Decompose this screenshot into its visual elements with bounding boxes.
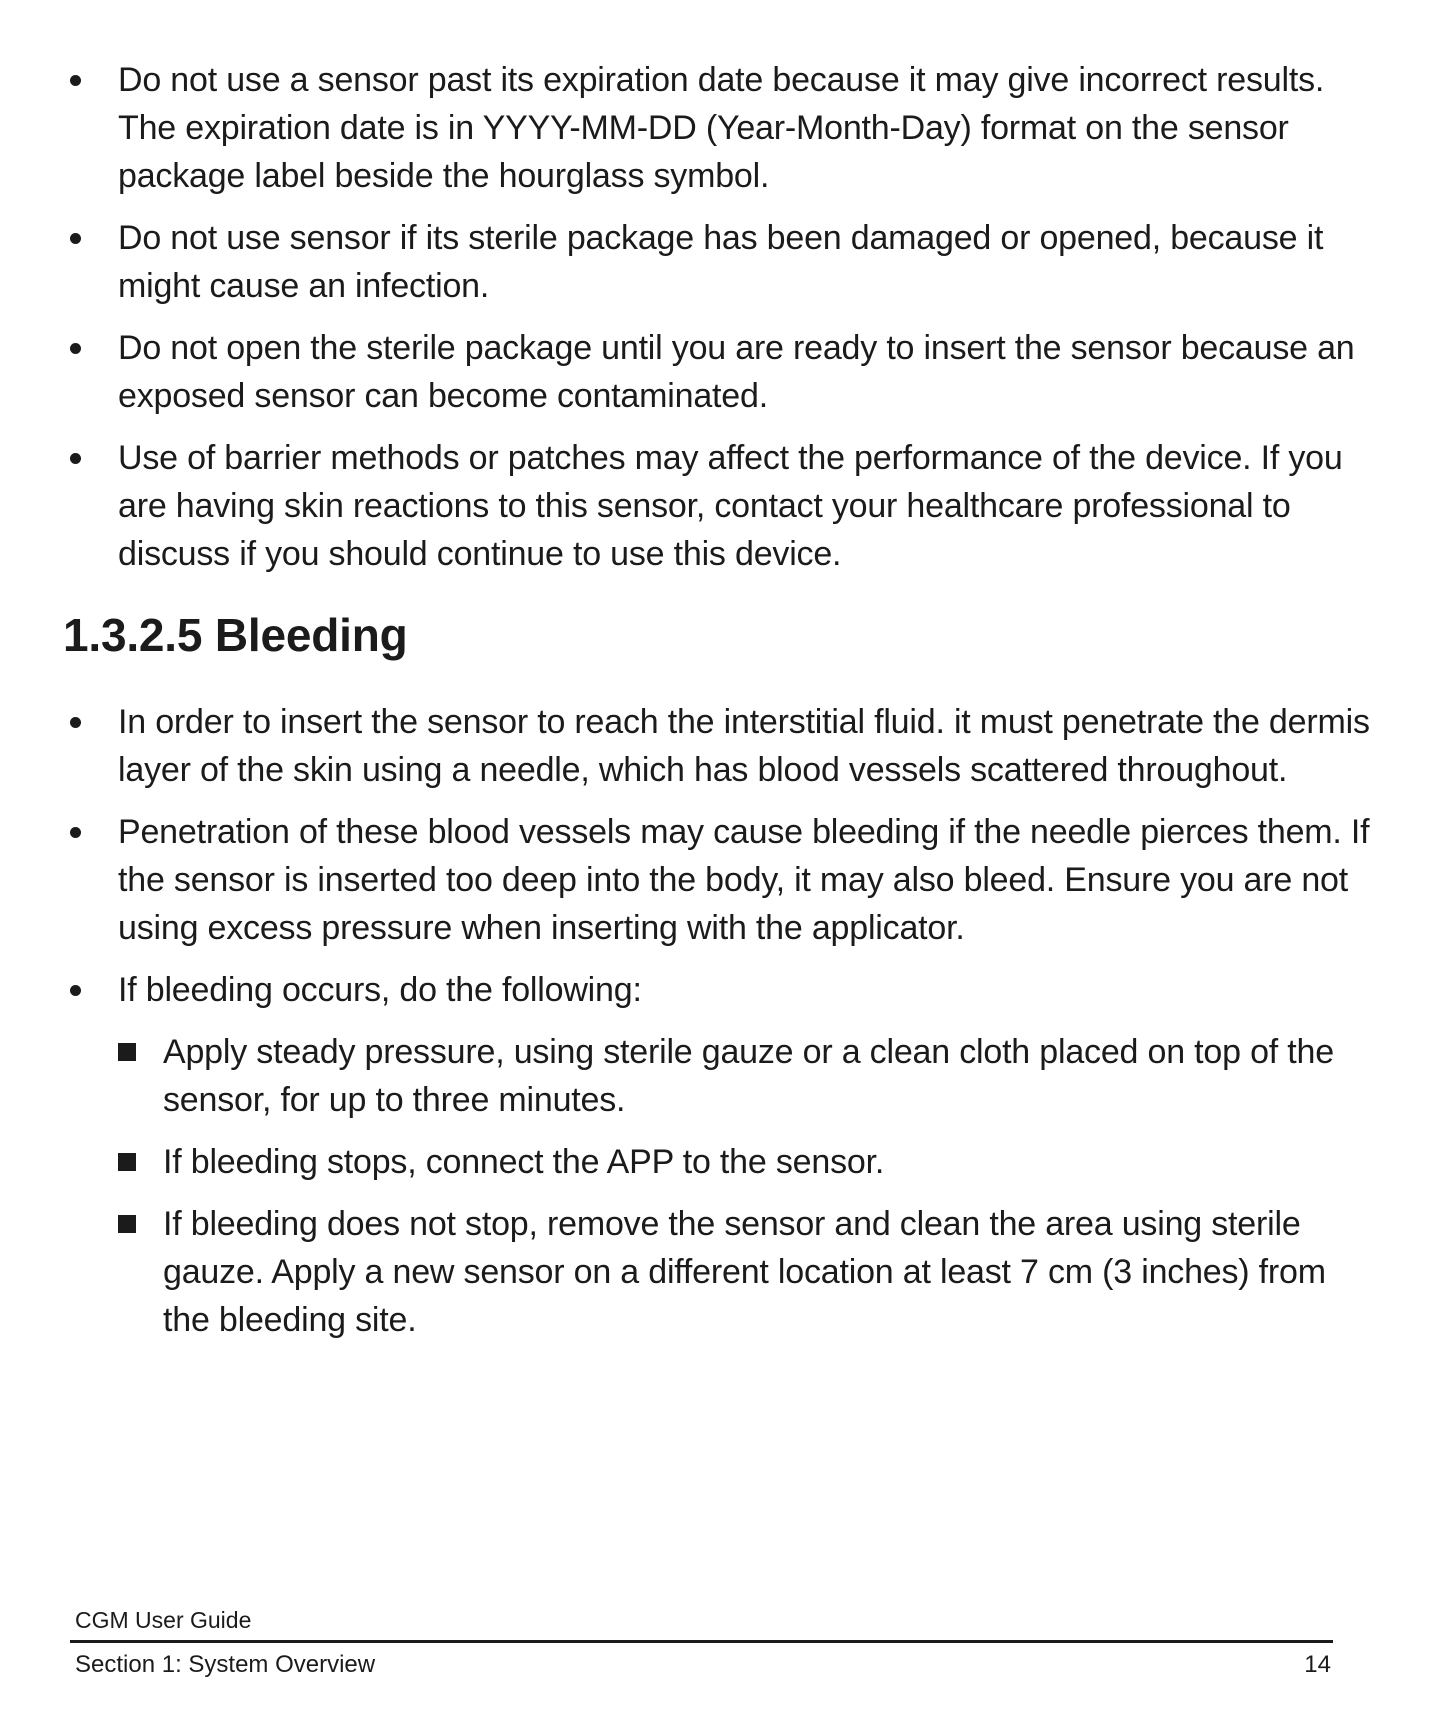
- bleeding-step-text: If bleeding does not stop, remove the sensor and clean the area using sterile gauze. Apply a new sensor on a different location at least 7 cm (3 inches) from the bleeding site.: [163, 1205, 1326, 1339]
- bullet-dot-icon: [70, 233, 81, 244]
- warning-text: Use of barrier methods or patches may affect the performance of the device. If you are having skin reactions to this sensor, contact your healthcare professional to discuss if you should continue to use this device.: [118, 439, 1343, 573]
- section-heading: 1.3.2.5 Bleeding: [63, 609, 408, 661]
- list-item: [118, 1138, 1375, 1186]
- bleeding-point-text: If bleeding occurs, do the following:: [118, 971, 642, 1009]
- list-item: [63, 434, 1375, 578]
- square-bullet-icon: [118, 1043, 136, 1061]
- warning-bullet-list: [63, 56, 1375, 578]
- footer-rule: [70, 1640, 1333, 1643]
- list-item: [63, 966, 1375, 1344]
- list-item: [63, 324, 1375, 420]
- bullet-dot-icon: [70, 453, 81, 464]
- warning-text: Do not open the sterile package until you are ready to insert the sensor because an exposed sensor can become contaminated.: [118, 329, 1355, 415]
- bullet-dot-icon: [70, 343, 81, 354]
- list-item: [63, 56, 1375, 200]
- list-item: [118, 1028, 1375, 1124]
- bullet-dot-icon: [70, 717, 81, 728]
- list-item: [118, 1200, 1375, 1344]
- bleeding-steps-list: [118, 1028, 1375, 1344]
- bleeding-step-text: If bleeding stops, connect the APP to the sensor.: [163, 1143, 885, 1181]
- warning-text: Do not use sensor if its sterile package has been damaged or opened, because it might cause an infection.: [118, 219, 1324, 305]
- list-item: [63, 698, 1375, 794]
- warning-text: Do not use a sensor past its expiration date because it may give incorrect results. The expiration date is in YYYY-MM-DD (Year-Month-Day) format on the sensor package label beside the hourglass symbol.: [118, 61, 1325, 195]
- bleeding-point-text: In order to insert the sensor to reach the interstitial fluid. it must penetrate the dermis layer of the skin using a needle, which has blood vessels scattered throughout.: [118, 703, 1370, 789]
- square-bullet-icon: [118, 1153, 136, 1171]
- page-content: [63, 56, 1375, 1358]
- bullet-dot-icon: [70, 75, 81, 86]
- square-bullet-icon: [118, 1215, 136, 1233]
- page-number: 14: [1304, 1651, 1331, 1678]
- bullet-dot-icon: [70, 827, 81, 838]
- list-item: [63, 808, 1375, 952]
- doc-title: CGM User Guide: [75, 1607, 252, 1633]
- list-item: [63, 214, 1375, 310]
- bleeding-point-text: Penetration of these blood vessels may cause bleeding if the needle pierces them. If the sensor is inserted too deep into the body, it may also bleed. Ensure you are not using excess pressure when inserting with the applicator.: [118, 813, 1370, 947]
- bullet-dot-icon: [70, 985, 81, 996]
- section-label: Section 1: System Overview: [75, 1651, 376, 1678]
- footer: [70, 1606, 1333, 1680]
- bleeding-step-text: Apply steady pressure, using sterile gauze or a clean cloth placed on top of the sensor, for up to three minutes.: [163, 1033, 1334, 1119]
- bleeding-bullet-list: [63, 698, 1375, 1344]
